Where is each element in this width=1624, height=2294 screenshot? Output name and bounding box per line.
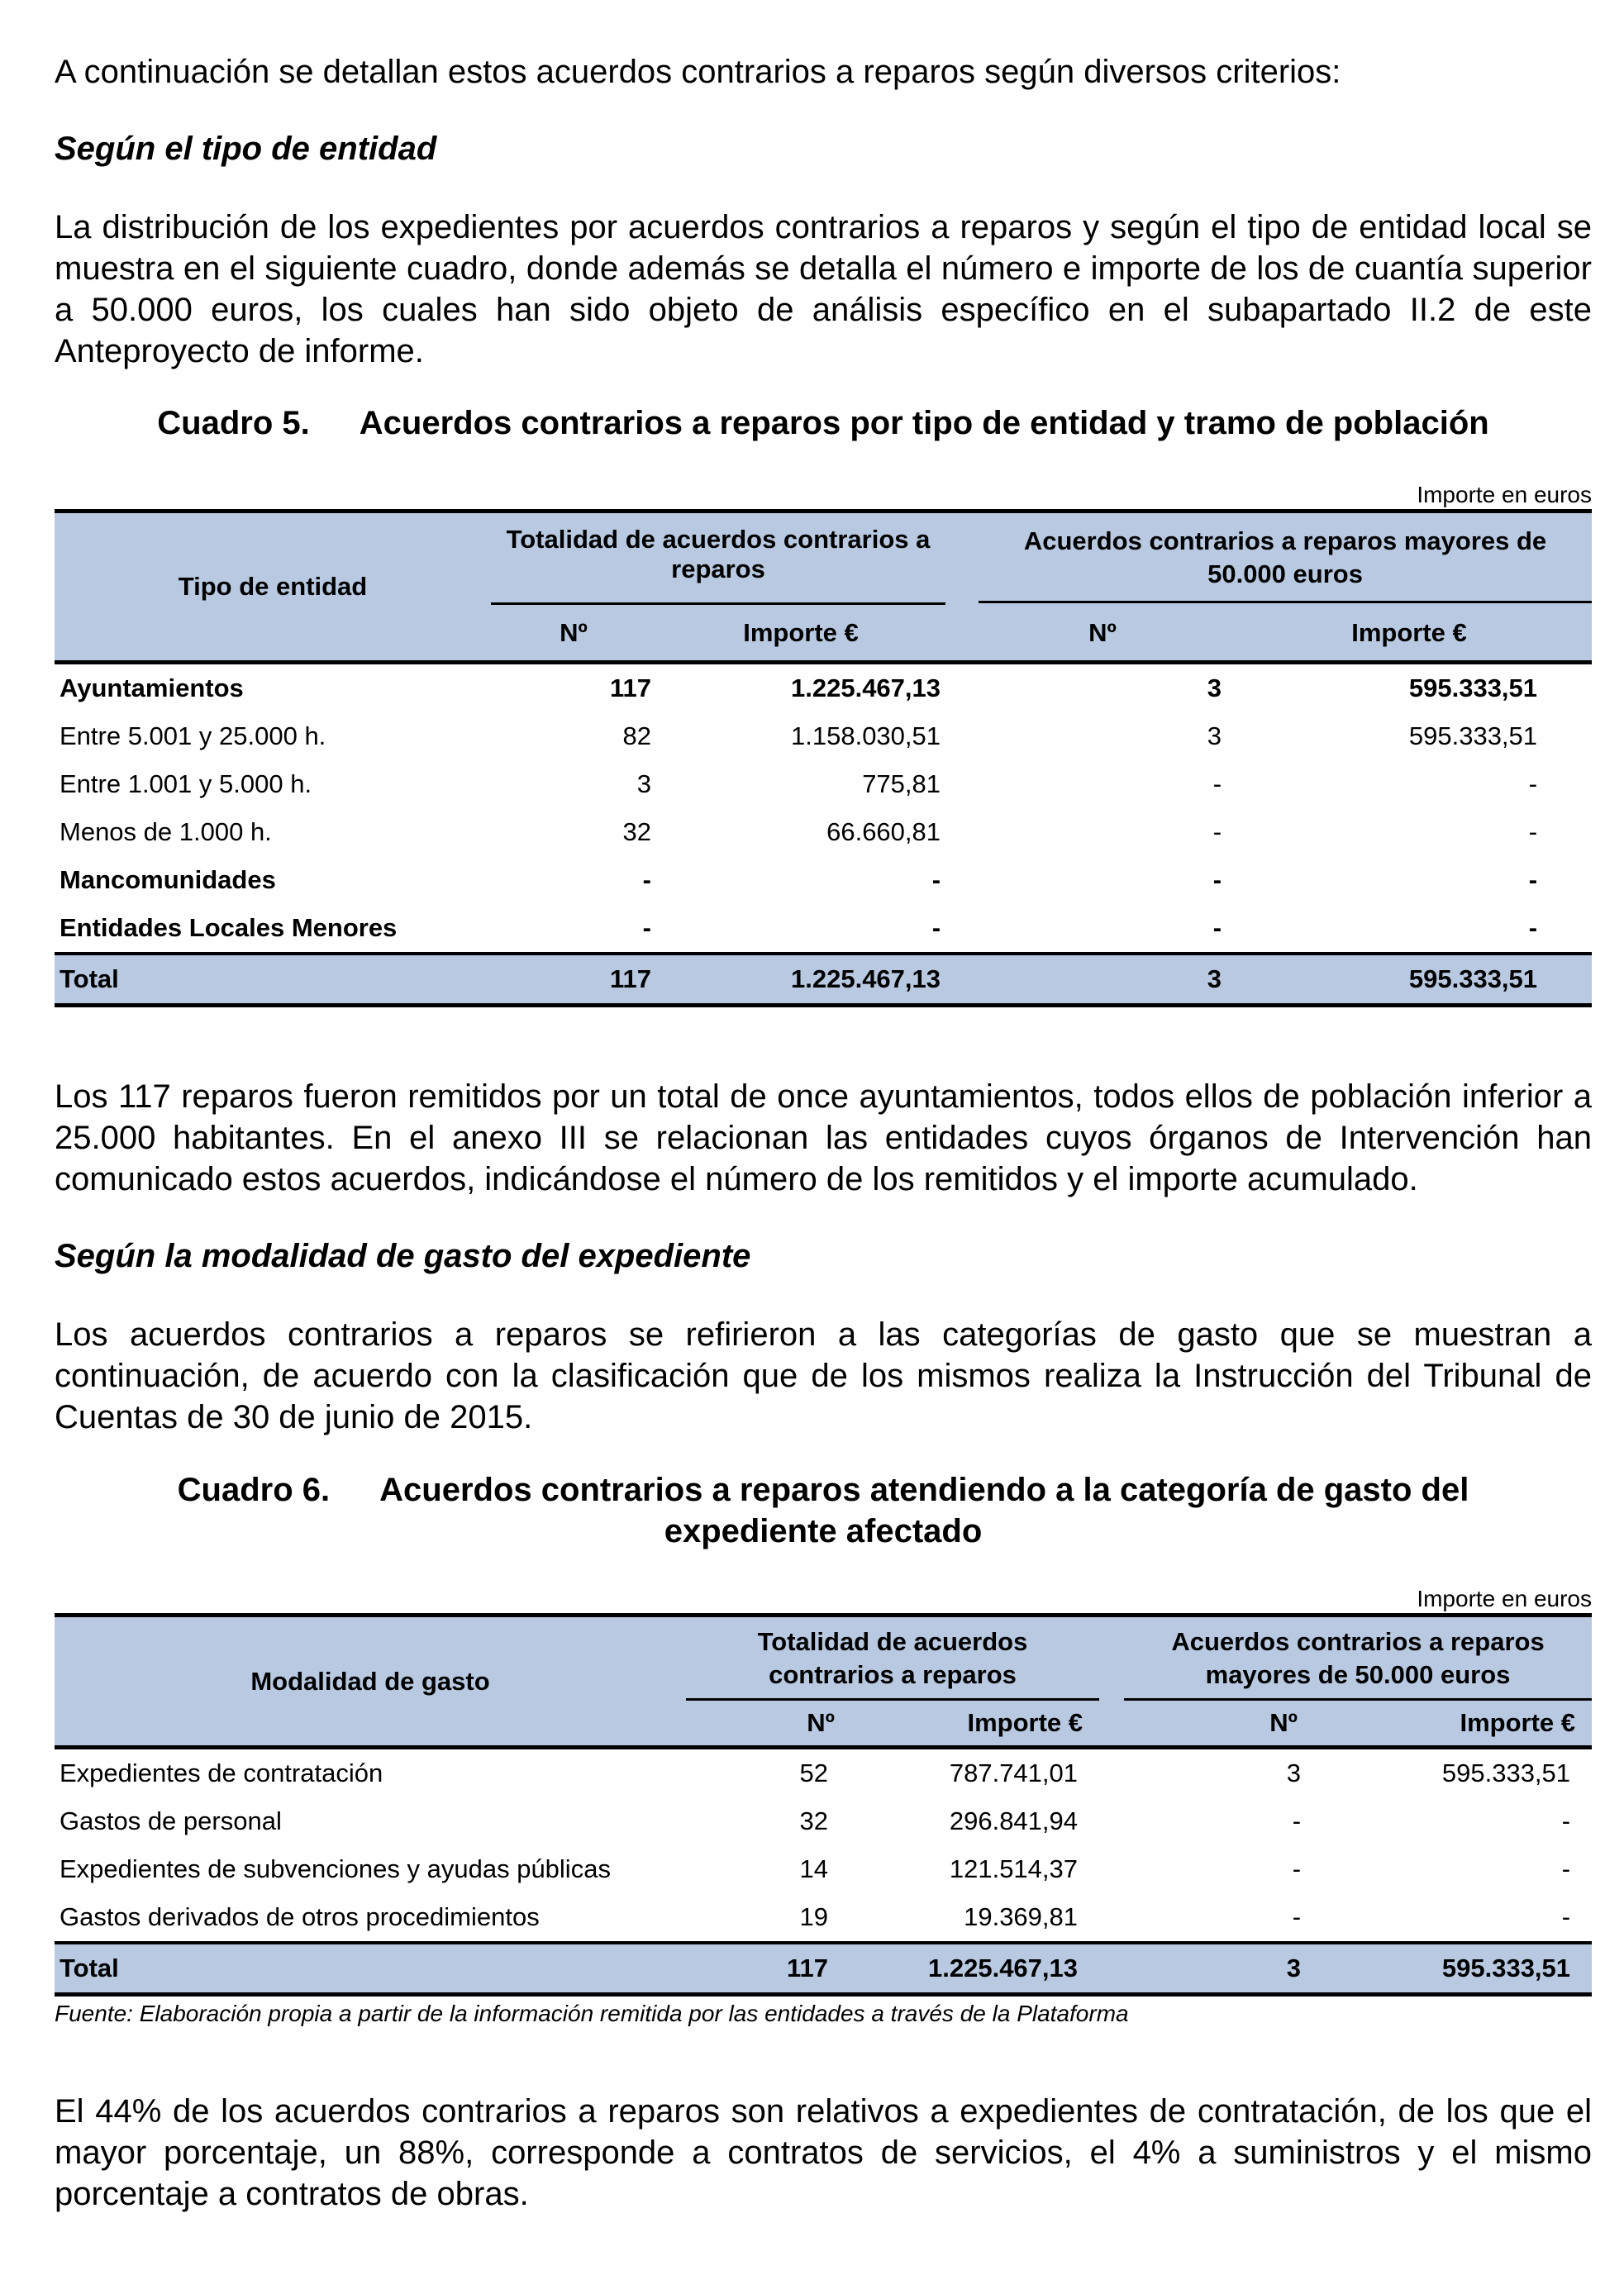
table-row — [55, 1797, 1592, 1845]
table-row — [55, 856, 1592, 904]
cell-n-big: - — [1212, 865, 1222, 894]
cell-importe-big: - — [1561, 1854, 1571, 1883]
table-row — [55, 712, 1592, 760]
cell-n: 19 — [799, 1902, 828, 1931]
row-label: Gastos de personal — [60, 1806, 282, 1835]
table6-title-line2: expediente afectado — [664, 1513, 983, 1549]
table5-caption — [55, 402, 1592, 444]
cell-n-big: - — [1212, 913, 1222, 942]
cell-importe: 1.225.467,13 — [656, 954, 945, 1006]
row-label: Entre 5.001 y 25.000 h. — [60, 721, 326, 750]
cell-importe: 19.369,81 — [964, 1902, 1079, 1931]
table5-unit: Importe en euros — [1417, 482, 1592, 507]
cell-n: 14 — [799, 1854, 828, 1883]
table5-number: Cuadro 5. — [157, 405, 310, 441]
table-row — [55, 1748, 1592, 1798]
cell-importe: 1.225.467,13 — [791, 673, 941, 702]
table5-grid — [55, 509, 1592, 1007]
cell-n: 52 — [799, 1759, 828, 1787]
cell-importe-big: - — [1528, 913, 1538, 942]
section-heading-entity: Según el tipo de entidad — [55, 131, 437, 167]
table-total-row — [55, 1943, 1592, 1995]
cell-importe-big: - — [1528, 769, 1538, 798]
cell-n: 32 — [622, 817, 651, 846]
table-row — [55, 904, 1592, 954]
table5-header-n: Nº — [491, 605, 656, 663]
row-label: Entidades Locales Menores — [60, 913, 398, 942]
table5-title: Acuerdos contrarios a reparos por tipo de entidad y tramo de población — [359, 405, 1489, 441]
cell-n-big: - — [1292, 1902, 1302, 1931]
cell-n-big: 3 — [979, 954, 1226, 1006]
paragraph-expense-categories: Los acuerdos contrarios a reparos se refirieron a las categorías de gasto que se muestran a continuación, de acuerdo con la clasificación que de los mismos realiza la Instrucción del Tribunal de Cuentas de 30 de junio de 2015. — [55, 1316, 1592, 1435]
intro-paragraph: A continuación se detallan estos acuerdos contrarios a reparos según diversos criterios: — [55, 54, 1341, 90]
row-label: Mancomunidades — [60, 865, 276, 894]
cell-importe: 66.660,81 — [826, 817, 941, 846]
table5-header-n-big: Nº — [979, 605, 1226, 663]
table6-title-line1: Acuerdos contrarios a reparos atendiendo a la categoría de gasto del — [379, 1472, 1469, 1508]
section-heading-modality: Según la modalidad de gasto del expediente — [55, 1238, 751, 1274]
cell-importe-big: - — [1561, 1806, 1571, 1835]
cell-n: 32 — [799, 1806, 828, 1835]
paragraph-contract-percentages: El 44% de los acuerdos contrarios a reparos son relativos a expedientes de contratación, de los que el mayor porcentaje, un 88%, corresponde a contratos de servicios, el 4% a suministros y el mismo porcentaje a contratos de obras. — [55, 2093, 1592, 2212]
table6-grid — [55, 1613, 1592, 1997]
cell-n: 3 — [636, 769, 651, 798]
paragraph-entity-distribution: La distribución de los expedientes por acuerdos contrarios a reparos y según el tipo de entidad local se muestra en el siguiente cuadro, donde además se detalla el número e importe de los de cuantía superior a 50.000 euros, los cuales han sido objeto de análisis específico en el subapartado II.2 de este Anteproyecto de informe. — [55, 209, 1592, 369]
cell-n-big: 3 — [1124, 1943, 1314, 1995]
cell-n: 117 — [609, 673, 651, 702]
cell-n: 117 — [491, 954, 656, 1006]
cell-n: - — [642, 865, 651, 894]
cell-importe-big: - — [1528, 865, 1538, 894]
cell-importe: 1.225.467,13 — [851, 1943, 1099, 1995]
paragraph-eleven-councils: Los 117 reparos fueron remitidos por un total de once ayuntamientos, todos ellos de población inferior a 25.000 habitantes. En el anexo III se relacionan las entidades cuyos órganos de Intervención han comunicado estos acuerdos, indicándose el número de los remitidos y el importe acumulado. — [55, 1078, 1592, 1197]
cell-importe: 787.741,01 — [949, 1759, 1079, 1787]
table5-header-importe: Importe € — [656, 605, 945, 663]
row-label: Total — [55, 954, 491, 1006]
cell-importe: - — [931, 913, 941, 942]
cell-n: 117 — [686, 1943, 851, 1995]
table6-number: Cuadro 6. — [177, 1472, 331, 1508]
row-label: Total — [55, 1943, 686, 1995]
table5 — [55, 481, 1592, 1007]
table6-header-importe-big: Importe € — [1314, 1701, 1592, 1748]
table-row — [55, 1845, 1592, 1893]
table-row — [55, 1893, 1592, 1943]
row-label: Gastos derivados de otros procedimientos — [60, 1902, 540, 1931]
table6-group-total: Totalidad de acuerdos contrarios a reparos — [686, 1617, 1099, 1701]
table6-col-modality: Modalidad de gasto — [55, 1616, 686, 1748]
table-total-row — [55, 954, 1592, 1006]
cell-n-big: - — [1212, 769, 1222, 798]
cell-importe-big: 595.333,51 — [1314, 1943, 1592, 1995]
cell-importe-big: 595.333,51 — [1408, 721, 1538, 750]
cell-n: 82 — [622, 721, 651, 750]
table-row — [55, 760, 1592, 808]
table6-header-importe: Importe € — [851, 1701, 1099, 1748]
cell-importe-big: 595.333,51 — [1441, 1759, 1571, 1787]
cell-n-big: 3 — [1286, 1759, 1302, 1787]
table6-header-n-big: Nº — [1124, 1701, 1314, 1748]
table5-col-entity: Tipo de entidad — [55, 512, 491, 663]
table-row — [55, 808, 1592, 856]
row-label: Entre 1.001 y 5.000 h. — [60, 769, 312, 798]
table6-unit: Importe en euros — [1417, 1586, 1592, 1611]
row-label: Expedientes de subvenciones y ayudas públicas — [60, 1854, 611, 1883]
table5-header-importe-big: Importe € — [1226, 605, 1592, 663]
table6-source-note: Fuente: Elaboración propia a partir de la información remitida por las entidades a través de la Plataforma — [55, 2001, 1129, 2026]
cell-n-big: - — [1292, 1854, 1302, 1883]
table5-group-total: Totalidad de acuerdos contrarios a reparos — [491, 513, 945, 605]
cell-n-big: 3 — [1207, 721, 1222, 750]
cell-importe: 775,81 — [862, 769, 941, 798]
table6 — [55, 1585, 1592, 2028]
cell-importe: - — [931, 865, 941, 894]
cell-n-big: - — [1212, 817, 1222, 846]
cell-importe-big: - — [1528, 817, 1538, 846]
row-label: Menos de 1.000 h. — [60, 817, 272, 846]
cell-importe: 1.158.030,51 — [791, 721, 941, 750]
cell-n-big: 3 — [1207, 673, 1222, 702]
cell-n: - — [642, 913, 651, 942]
cell-importe: 121.514,37 — [949, 1854, 1079, 1883]
cell-n-big: - — [1292, 1806, 1302, 1835]
row-label: Expedientes de contratación — [60, 1759, 383, 1787]
table6-caption — [55, 1469, 1592, 1552]
cell-importe: 296.841,94 — [949, 1806, 1079, 1835]
cell-importe-big: 595.333,51 — [1408, 673, 1538, 702]
row-label: Ayuntamientos — [60, 673, 244, 702]
table-row — [55, 663, 1592, 713]
table5-group-big: Acuerdos contrarios a reparos mayores de 50.000 euros — [979, 515, 1592, 603]
cell-importe-big: - — [1561, 1902, 1571, 1931]
table6-group-big: Acuerdos contrarios a reparos mayores de 50.000 euros — [1124, 1617, 1592, 1701]
cell-importe-big: 595.333,51 — [1226, 954, 1592, 1006]
table6-header-n: Nº — [686, 1701, 851, 1748]
